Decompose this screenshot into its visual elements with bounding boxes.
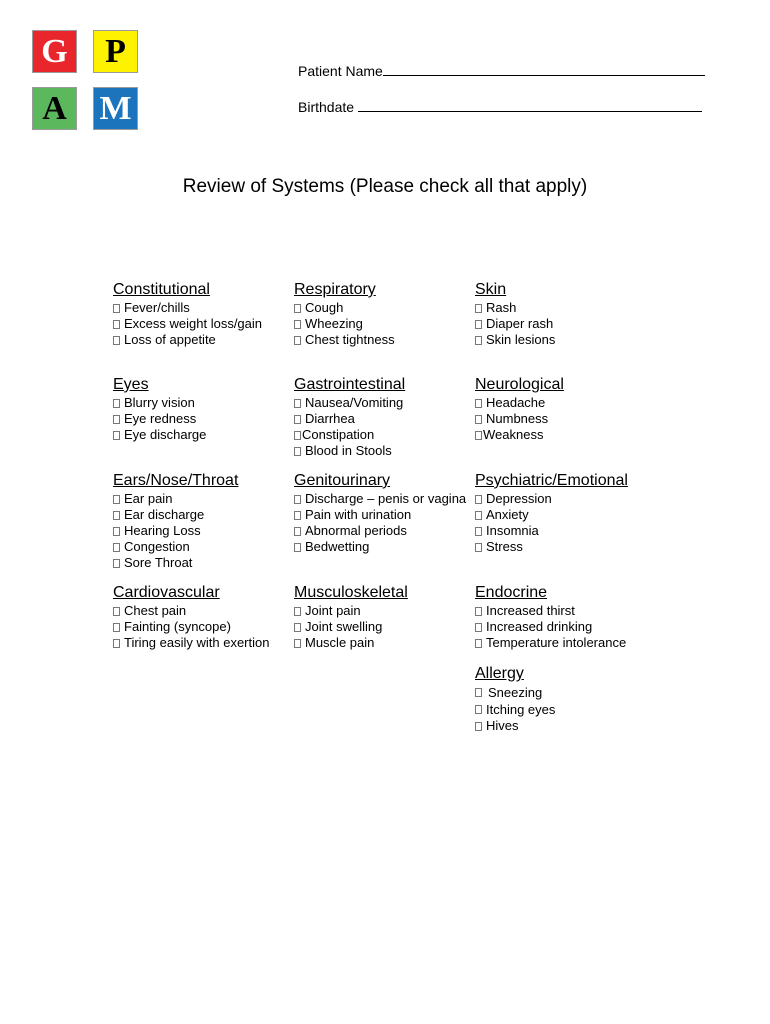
checklist-item[interactable]: Blood in Stools (294, 443, 479, 459)
checklist-item[interactable]: Discharge – penis or vagina (294, 491, 479, 507)
checkbox-icon[interactable] (475, 495, 482, 504)
section-heading: Neurological (475, 376, 564, 393)
checkbox-icon[interactable] (113, 623, 120, 632)
checklist-item[interactable]: Numbness (475, 411, 660, 427)
checklist-item[interactable]: Nausea/Vomiting (294, 395, 479, 411)
checkbox-icon[interactable] (475, 431, 482, 440)
section-eyes (113, 375, 298, 443)
section-heading: Cardiovascular (113, 584, 220, 601)
section-heading: Skin (475, 281, 507, 298)
logo-tile-p: P (93, 30, 138, 73)
checkbox-icon[interactable] (113, 415, 120, 424)
section-heading: Genitourinary (294, 472, 391, 489)
checklist-item[interactable]: Wheezing (294, 316, 479, 332)
checklist-item[interactable]: Pain with urination (294, 507, 479, 523)
checklist-item[interactable]: Chest pain (113, 603, 298, 619)
checkbox-icon[interactable] (294, 607, 301, 616)
section-ears-nose-throat (113, 471, 298, 571)
checklist-item[interactable]: Ear discharge (113, 507, 298, 523)
birthdate-line[interactable] (358, 97, 702, 112)
checklist-item[interactable]: Cough (294, 300, 479, 316)
section-musculoskeletal (294, 583, 479, 651)
section-allergy (475, 664, 660, 734)
checklist-item[interactable]: Diarrhea (294, 411, 479, 427)
checkbox-icon[interactable] (294, 639, 301, 648)
checkbox-icon[interactable] (475, 336, 482, 345)
checklist-item[interactable]: Headache (475, 395, 660, 411)
checklist-item[interactable]: Joint pain (294, 603, 479, 619)
birthdate-label: Birthdate (298, 99, 355, 115)
checklist-item[interactable]: Anxiety (475, 507, 660, 523)
birthdate-field[interactable] (298, 97, 702, 115)
checkbox-icon[interactable] (294, 527, 301, 536)
logo-tile-a: A (32, 87, 77, 130)
checkbox-icon[interactable] (113, 320, 120, 329)
section-skin (475, 280, 660, 348)
checkbox-icon[interactable] (475, 511, 482, 520)
checklist-item[interactable]: Bedwetting (294, 539, 479, 555)
checklist-item[interactable]: Temperature intolerance (475, 635, 660, 651)
checklist-item[interactable]: Loss of appetite (113, 332, 298, 348)
checkbox-icon[interactable] (475, 705, 482, 714)
page-title: Review of Systems (Please check all that apply) (182, 176, 588, 197)
checklist-item[interactable]: Increased thirst (475, 603, 660, 619)
checkbox-icon[interactable] (113, 559, 120, 568)
patient-name-field[interactable] (298, 61, 705, 79)
checklist-item[interactable]: Skin lesions (475, 332, 660, 348)
checkbox-icon[interactable] (294, 304, 301, 313)
checkbox-icon[interactable] (113, 336, 120, 345)
gpam-logo (30, 28, 142, 132)
checkbox-icon[interactable] (294, 511, 301, 520)
checkbox-icon[interactable] (113, 511, 120, 520)
checklist-item[interactable]: Itching eyes (475, 701, 660, 718)
checklist-item[interactable]: Excess weight loss/gain (113, 316, 298, 332)
checklist-item[interactable]: Eye discharge (113, 427, 298, 443)
patient-name-line[interactable] (383, 61, 705, 76)
checkbox-icon[interactable] (475, 722, 482, 731)
checklist-item[interactable]: Hearing Loss (113, 523, 298, 539)
section-heading: Constitutional (113, 281, 210, 298)
checkbox-icon[interactable] (294, 399, 301, 408)
checkbox-icon[interactable] (113, 527, 120, 536)
section-heading: Endocrine (475, 584, 548, 601)
checkbox-icon[interactable] (475, 527, 482, 536)
section-heading: Respiratory (294, 281, 376, 298)
checklist-item[interactable]: Abnormal periods (294, 523, 479, 539)
checkbox-icon[interactable] (113, 639, 120, 648)
checklist-item[interactable]: Congestion (113, 539, 298, 555)
checkbox-icon[interactable] (113, 399, 120, 408)
checkbox-icon[interactable] (475, 623, 482, 632)
section-constitutional (113, 280, 298, 348)
checklist-item[interactable]: Fainting (syncope) (113, 619, 298, 635)
checkbox-icon[interactable] (475, 320, 482, 329)
section-endocrine (475, 583, 660, 651)
checkbox-icon[interactable] (113, 304, 120, 313)
checklist-item[interactable]: Fever/chills (113, 300, 298, 316)
checkbox-icon[interactable] (294, 623, 301, 632)
section-genitourinary (294, 471, 479, 555)
section-heading: Allergy (475, 665, 524, 682)
checkbox-icon[interactable] (113, 495, 120, 504)
checklist-item[interactable]: Increased drinking (475, 619, 660, 635)
checklist-item[interactable]: Blurry vision (113, 395, 298, 411)
section-heading: Musculoskeletal (294, 584, 408, 601)
checklist-item[interactable]: Weakness (475, 427, 660, 443)
checkbox-icon[interactable] (294, 336, 301, 345)
checkbox-icon[interactable] (294, 431, 301, 440)
checklist-item[interactable]: Diaper rash (475, 316, 660, 332)
checklist-item[interactable]: Ear pain (113, 491, 298, 507)
section-cardiovascular (113, 583, 298, 651)
section-heading: Ears/Nose/Throat (113, 472, 239, 489)
logo-tile-m: M (93, 87, 138, 130)
checkbox-icon[interactable] (475, 607, 482, 616)
checklist-item[interactable]: Sneezing (475, 684, 660, 701)
checklist-item[interactable]: Insomnia (475, 523, 660, 539)
checklist-item[interactable]: Depression (475, 491, 660, 507)
checkbox-icon[interactable] (113, 431, 120, 440)
checkbox-icon[interactable] (475, 639, 482, 648)
checklist-item[interactable]: Chest tightness (294, 332, 479, 348)
checkbox-icon[interactable] (294, 543, 301, 552)
section-heading: Psychiatric/Emotional (475, 472, 628, 489)
checkbox-icon[interactable] (475, 688, 482, 697)
section-gastrointestinal (294, 375, 479, 459)
logo-tile-g: G (32, 30, 77, 73)
section-heading: Gastrointestinal (294, 376, 406, 393)
checklist-item[interactable]: Stress (475, 539, 660, 555)
checkbox-icon[interactable] (294, 495, 301, 504)
patient-name-label: Patient Name (298, 63, 383, 79)
checkbox-icon[interactable] (294, 447, 301, 456)
section-heading: Eyes (113, 376, 149, 393)
section-respiratory (294, 280, 479, 348)
checkbox-icon[interactable] (475, 415, 482, 424)
checklist-item[interactable]: Joint swelling (294, 619, 479, 635)
checklist-item[interactable]: Tiring easily with exertion (113, 635, 298, 651)
section-psychiatric-emotional (475, 471, 660, 555)
checkbox-icon[interactable] (475, 399, 482, 408)
checklist-item[interactable]: Rash (475, 300, 660, 316)
checkbox-icon[interactable] (113, 607, 120, 616)
checklist-item[interactable]: Eye redness (113, 411, 298, 427)
checkbox-icon[interactable] (113, 543, 120, 552)
checkbox-icon[interactable] (294, 415, 301, 424)
checklist-item[interactable]: Muscle pain (294, 635, 479, 651)
checkbox-icon[interactable] (475, 543, 482, 552)
checklist-item[interactable]: Sore Throat (113, 555, 298, 571)
checkbox-icon[interactable] (475, 304, 482, 313)
checklist-item[interactable]: Constipation (294, 427, 479, 443)
checkbox-icon[interactable] (294, 320, 301, 329)
section-neurological (475, 375, 660, 443)
checklist-item[interactable]: Hives (475, 718, 660, 734)
